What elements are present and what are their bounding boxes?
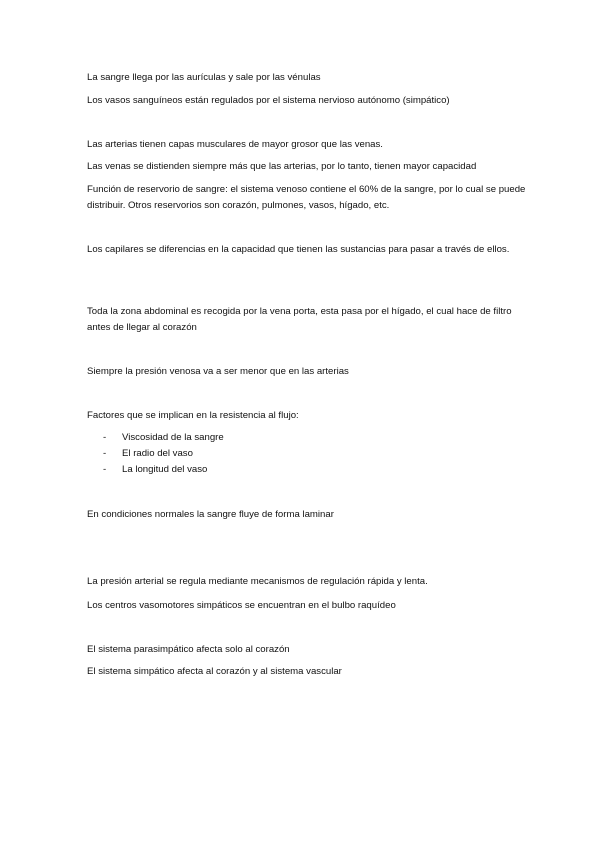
paragraph: Los centros vasomotores simpáticos se encuentran en el bulbo raquídeo <box>87 600 396 611</box>
paragraph: El sistema simpático afecta al corazón y al sistema vascular <box>87 666 342 677</box>
paragraph: Los capilares se diferencias en la capacidad que tienen las sustancias para pasar a través de ellos. <box>87 244 510 255</box>
list-item <box>103 446 193 462</box>
list-item-text: Viscosidad de la sangre <box>122 432 224 443</box>
paragraph: La presión arterial se regula mediante mecanismos de regulación rápida y lenta. <box>87 576 428 587</box>
list-bullet: - <box>103 448 107 459</box>
paragraph: Siempre la presión venosa va a ser menor que en las arterias <box>87 366 349 377</box>
paragraph: Las arterias tienen capas musculares de mayor grosor que las venas. <box>87 139 383 150</box>
list-item-text: El radio del vaso <box>122 448 193 459</box>
list-item-text: La longitud del vaso <box>122 464 208 475</box>
paragraph: Toda la zona abdominal es recogida por la vena porta, esta pasa por el hígado, el cual hace de filtro antes de llegar al corazón <box>87 306 512 333</box>
list-bullet: - <box>103 464 107 475</box>
paragraph: El sistema parasimpático afecta solo al corazón <box>87 644 290 655</box>
paragraph: Función de reservorio de sangre: el sistema venoso contiene el 60% de la sangre, por lo cual se puede distribuir. Otros reservorios son corazón, pulmones, vasos, hígado, etc. <box>87 184 526 211</box>
paragraph: Los vasos sanguíneos están regulados por el sistema nervioso autónomo (simpático) <box>87 95 450 106</box>
list-bullet: - <box>103 432 107 443</box>
paragraph: Las venas se distienden siempre más que las arterias, por lo tanto, tienen mayor capacidad <box>87 161 477 172</box>
paragraph: La sangre llega por las aurículas y sale por las vénulas <box>87 72 321 83</box>
paragraph: En condiciones normales la sangre fluye de forma laminar <box>87 509 334 520</box>
list-item <box>103 462 207 478</box>
list-item <box>103 430 224 446</box>
list-heading: Factores que se implican en la resistencia al flujo: <box>87 410 299 421</box>
